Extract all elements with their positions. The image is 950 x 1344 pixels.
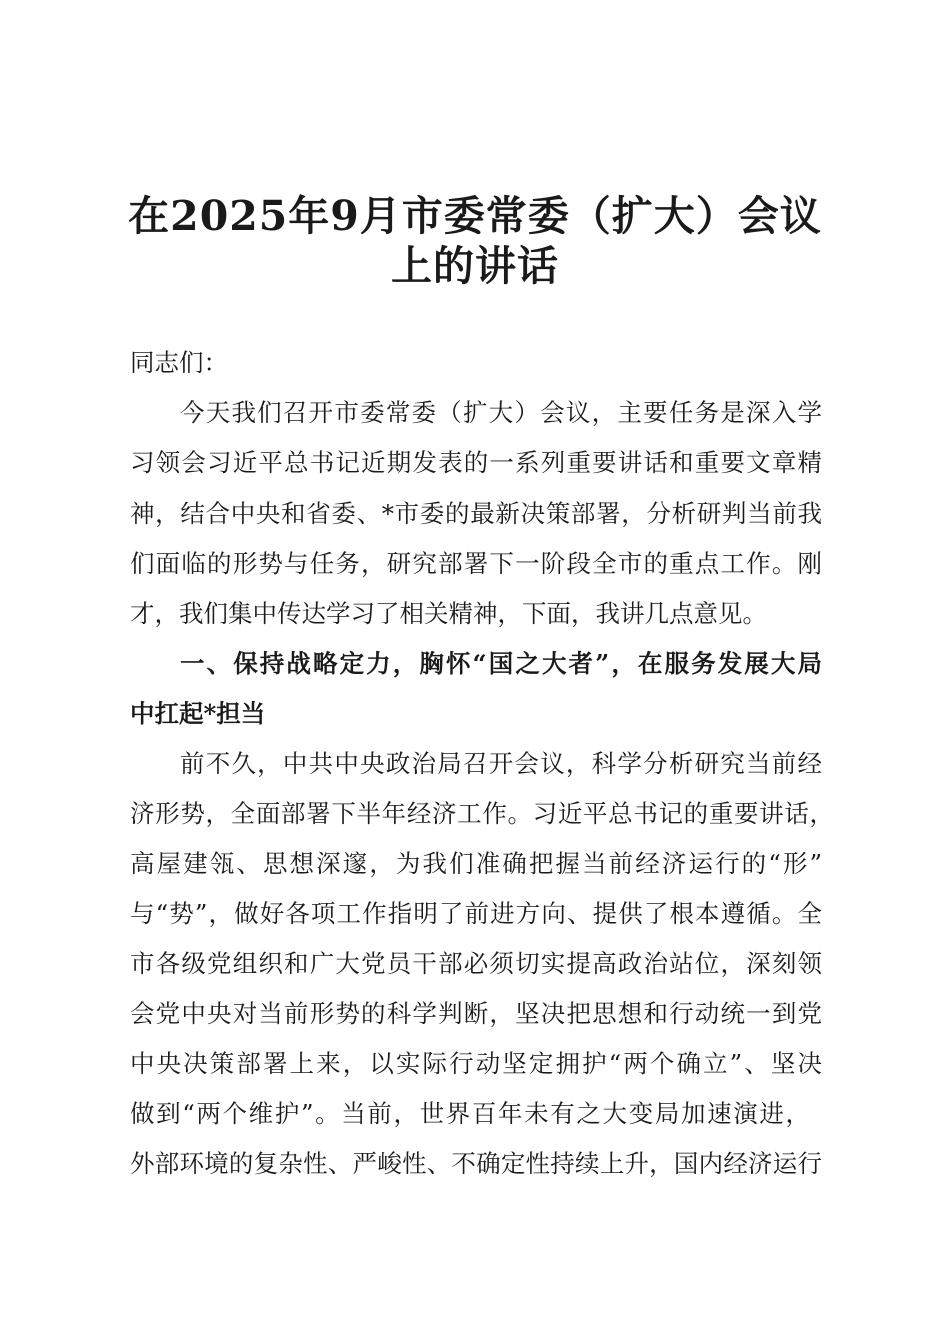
paragraph-line: 今天我们召开市委常委（扩大）会议，主要任务是深入学 <box>180 398 822 427</box>
title-line-2: 上的讲话 <box>391 242 559 290</box>
section-heading-line: 一、保持战略定力，胸怀“国之大者”，在服务发展大局 <box>180 649 822 678</box>
paragraph-line: 市各级党组织和广大党员干部必须切实提高政治站位，深刻领 <box>130 949 822 978</box>
paragraph-line: 神，结合中央和省委、*市委的最新决策部署，分析研判当前我 <box>130 499 822 528</box>
paragraph-line: 会党中央对当前形势的科学判断，坚决把思想和行动统一到党 <box>130 999 822 1028</box>
paragraph-line: 外部环境的复杂性、严峻性、不确定性持续上升，国内经济运行 <box>130 1149 822 1178</box>
salutation: 同志们： <box>130 348 228 377</box>
paragraph-line: 与“势”，做好各项工作指明了前进方向、提供了根本遵循。全 <box>130 899 822 928</box>
paragraph-line: 才，我们集中传达学习了相关精神，下面，我讲几点意见。 <box>130 599 767 628</box>
title-line-1: 在2025年9月市委常委（扩大）会议 <box>128 192 822 240</box>
paragraph-line: 们面临的形势与任务，研究部署下一阶段全市的重点工作。刚 <box>130 549 822 578</box>
paragraph-line: 济形势，全面部署下半年经济工作。习近平总书记的重要讲话， <box>130 799 834 828</box>
paragraph-line: 高屋建瓴、思想深邃，为我们准确把握当前经济运行的“形” <box>130 849 822 878</box>
paragraph-line: 做到“两个维护”。当前，世界百年未有之大变局加速演进， <box>130 1099 810 1128</box>
paragraph-line: 中央决策部署上来，以实际行动坚定拥护“两个确立”、坚决 <box>130 1049 822 1078</box>
section-heading-line: 中扛起*担当 <box>130 699 266 728</box>
paragraph-line: 前不久，中共中央政治局召开会议，科学分析研究当前经 <box>180 749 822 778</box>
paragraph-line: 习领会习近平总书记近期发表的一系列重要讲话和重要文章精 <box>130 448 822 477</box>
